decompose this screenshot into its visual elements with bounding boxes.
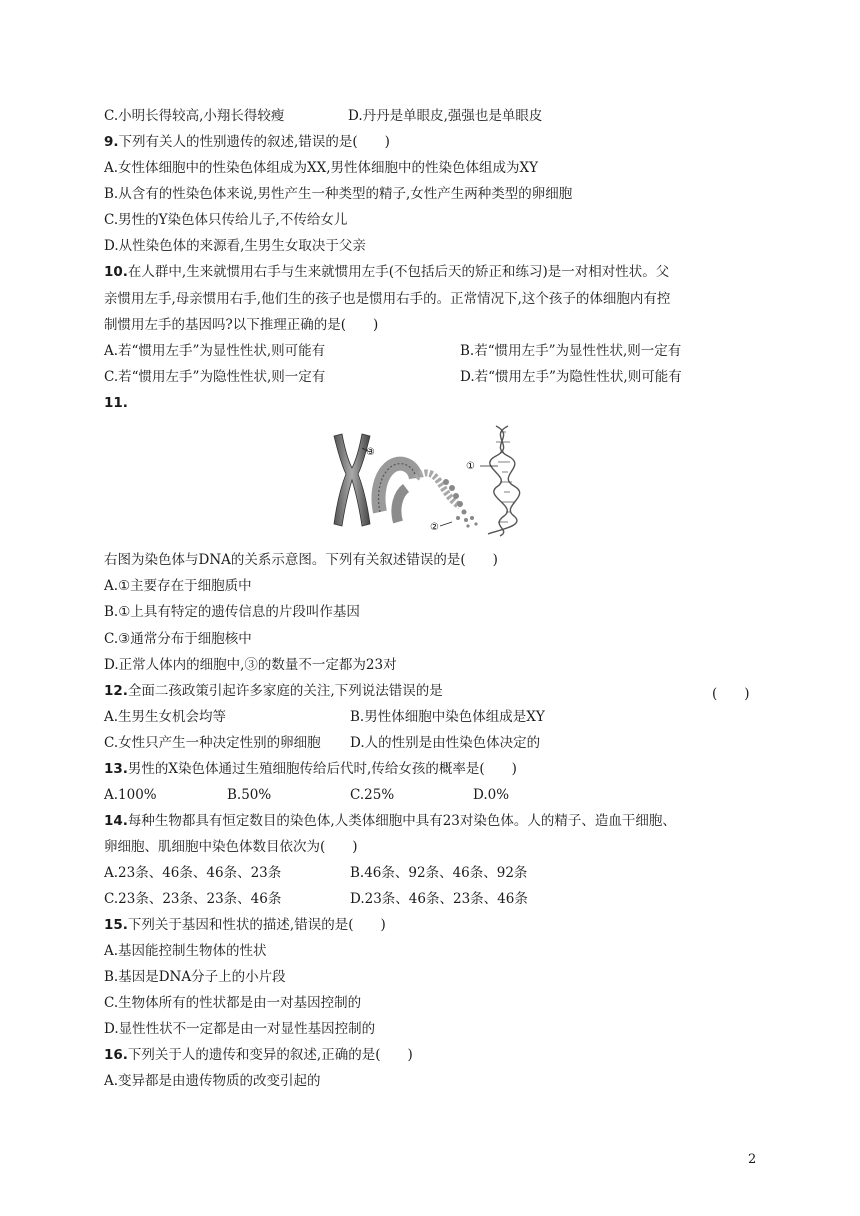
q9-option-c: C.男性的Y染色体只传给儿子,不传给女儿 (104, 212, 348, 228)
q9-option-a: A.女性体细胞中的性染色体组成为XX,男性体细胞中的性染色体组成为XY (104, 160, 539, 176)
question-11 (104, 394, 128, 412)
question-number: 9. (104, 134, 119, 150)
q12-option-b: B.男性体细胞中染色体组成是XY (350, 709, 545, 725)
q8-option-c: C.小明长得较高,小翔长得较瘦 (104, 108, 285, 124)
q9-option-b: B.从含有的性染色体来说,男性产生一种类型的精子,女性产生两种类型的卵细胞 (104, 186, 573, 202)
q13-option-c: C.25% (350, 787, 395, 803)
question-12 (104, 682, 443, 700)
page-number: 2 (748, 1152, 757, 1167)
coiled-chromatin (379, 464, 461, 522)
q13-option-b: B.50% (227, 787, 272, 803)
q15-option-b: B.基因是DNA分子上的小片段 (104, 969, 286, 985)
question-10 (104, 263, 669, 281)
question-number: 11. (104, 395, 128, 411)
question-number: 13. (104, 761, 128, 777)
figure-label-1: ① (466, 461, 475, 472)
question-number: 10. (104, 264, 128, 280)
question-stem: 全面二孩政策引起许多家庭的关注,下列说法错误的是 (127, 683, 443, 699)
q11-option-d: D.正常人体内的细胞中,③的数量不一定都为23对 (104, 657, 397, 673)
q10-option-a: A.若“惯用左手”为显性性状,则可能有 (104, 343, 326, 359)
q11-option-b: B.①上具有特定的遗传信息的片段叫作基因 (104, 604, 360, 620)
question-number: 15. (104, 917, 128, 933)
q15-option-a: A.基因能控制生物体的性状 (104, 943, 267, 959)
question-stem: 下列关于人的遗传和变异的叙述,正确的是( ) (127, 1047, 413, 1063)
figure-label-2: ② (430, 522, 439, 533)
q16-option-a: A.变异都是由遗传物质的改变引起的 (104, 1073, 321, 1089)
q15-option-d: D.显性性状不一定都是由一对显性基因控制的 (104, 1021, 376, 1037)
q10-option-c: C.若“惯用左手”为隐性性状,则一定有 (104, 369, 326, 385)
question-number: 12. (104, 683, 128, 699)
question-9 (104, 133, 390, 151)
question-15 (104, 916, 386, 934)
q11-option-c: C.③通常分布于细胞核中 (104, 631, 252, 647)
dna-helix (488, 426, 520, 536)
question-number: 16. (104, 1047, 128, 1063)
q10-option-d: D.若“惯用左手”为隐性性状,则可能有 (460, 369, 682, 385)
question-14 (104, 812, 676, 830)
q14-option-a: A.23条、46条、46条、23条 (104, 865, 282, 881)
nucleosome-beads (443, 479, 478, 528)
chromosome-dna-diagram (328, 422, 534, 538)
question-number: 14. (104, 813, 128, 829)
question-stem: 下列关于基因和性状的描述,错误的是( ) (127, 917, 386, 933)
question-stem-line: 卵细胞、肌细胞中染色体数目依次为( ) (104, 839, 358, 855)
answer-bracket: ( ) (712, 686, 750, 702)
question-stem-line: 在人群中,生来就惯用右手与生来就惯用左手(不包括后天的矫正和练习)是一对相对性状。父 (127, 264, 670, 280)
question-stem: 右图为染色体与DNA的关系示意图。下列有关叙述错误的是( ) (104, 552, 498, 568)
q12-option-d: D.人的性别是由性染色体决定的 (350, 735, 541, 751)
question-16 (104, 1046, 413, 1064)
q15-option-c: C.生物体所有的性状都是由一对基因控制的 (104, 995, 362, 1011)
question-stem-line: 制惯用左手的基因吗?以下推理正确的是( ) (104, 317, 379, 333)
question-13 (104, 760, 517, 778)
question-stem-line: 每种生物都具有恒定数目的染色体,人类体细胞中具有23对染色体。人的精子、造血干细胞、 (127, 813, 676, 829)
figure-label-3: ③ (366, 447, 375, 458)
q8-option-d: D.丹丹是单眼皮,强强也是单眼皮 (348, 108, 543, 124)
chromosome-shape (334, 434, 370, 526)
question-stem-line: 亲惯用左手,母亲惯用右手,他们生的孩子也是惯用右手的。正常情况下,这个孩子的体细胞内有控 (104, 291, 671, 307)
chromosome-dna-illustration (328, 422, 534, 538)
q11-option-a: A.①主要存在于细胞质中 (104, 578, 252, 594)
q12-option-c: C.女性只产生一种决定性别的卵细胞 (104, 735, 321, 751)
q12-option-a: A.生男生女机会均等 (104, 709, 227, 725)
q14-option-d: D.23条、46条、23条、46条 (350, 891, 528, 907)
q10-option-b: B.若“惯用左手”为显性性状,则一定有 (460, 343, 682, 359)
q13-option-d: D.0% (473, 787, 510, 803)
q14-option-c: C.23条、23条、23条、46条 (104, 891, 282, 907)
question-stem: 下列有关人的性别遗传的叙述,错误的是( ) (118, 134, 390, 150)
question-stem: 男性的X染色体通过生殖细胞传给后代时,传给女孩的概率是( ) (127, 761, 517, 777)
q13-option-a: A.100% (104, 787, 157, 803)
q9-option-d: D.从性染色体的来源看,生男生女取决于父亲 (104, 238, 366, 254)
q14-option-b: B.46条、92条、46条、92条 (350, 865, 528, 881)
